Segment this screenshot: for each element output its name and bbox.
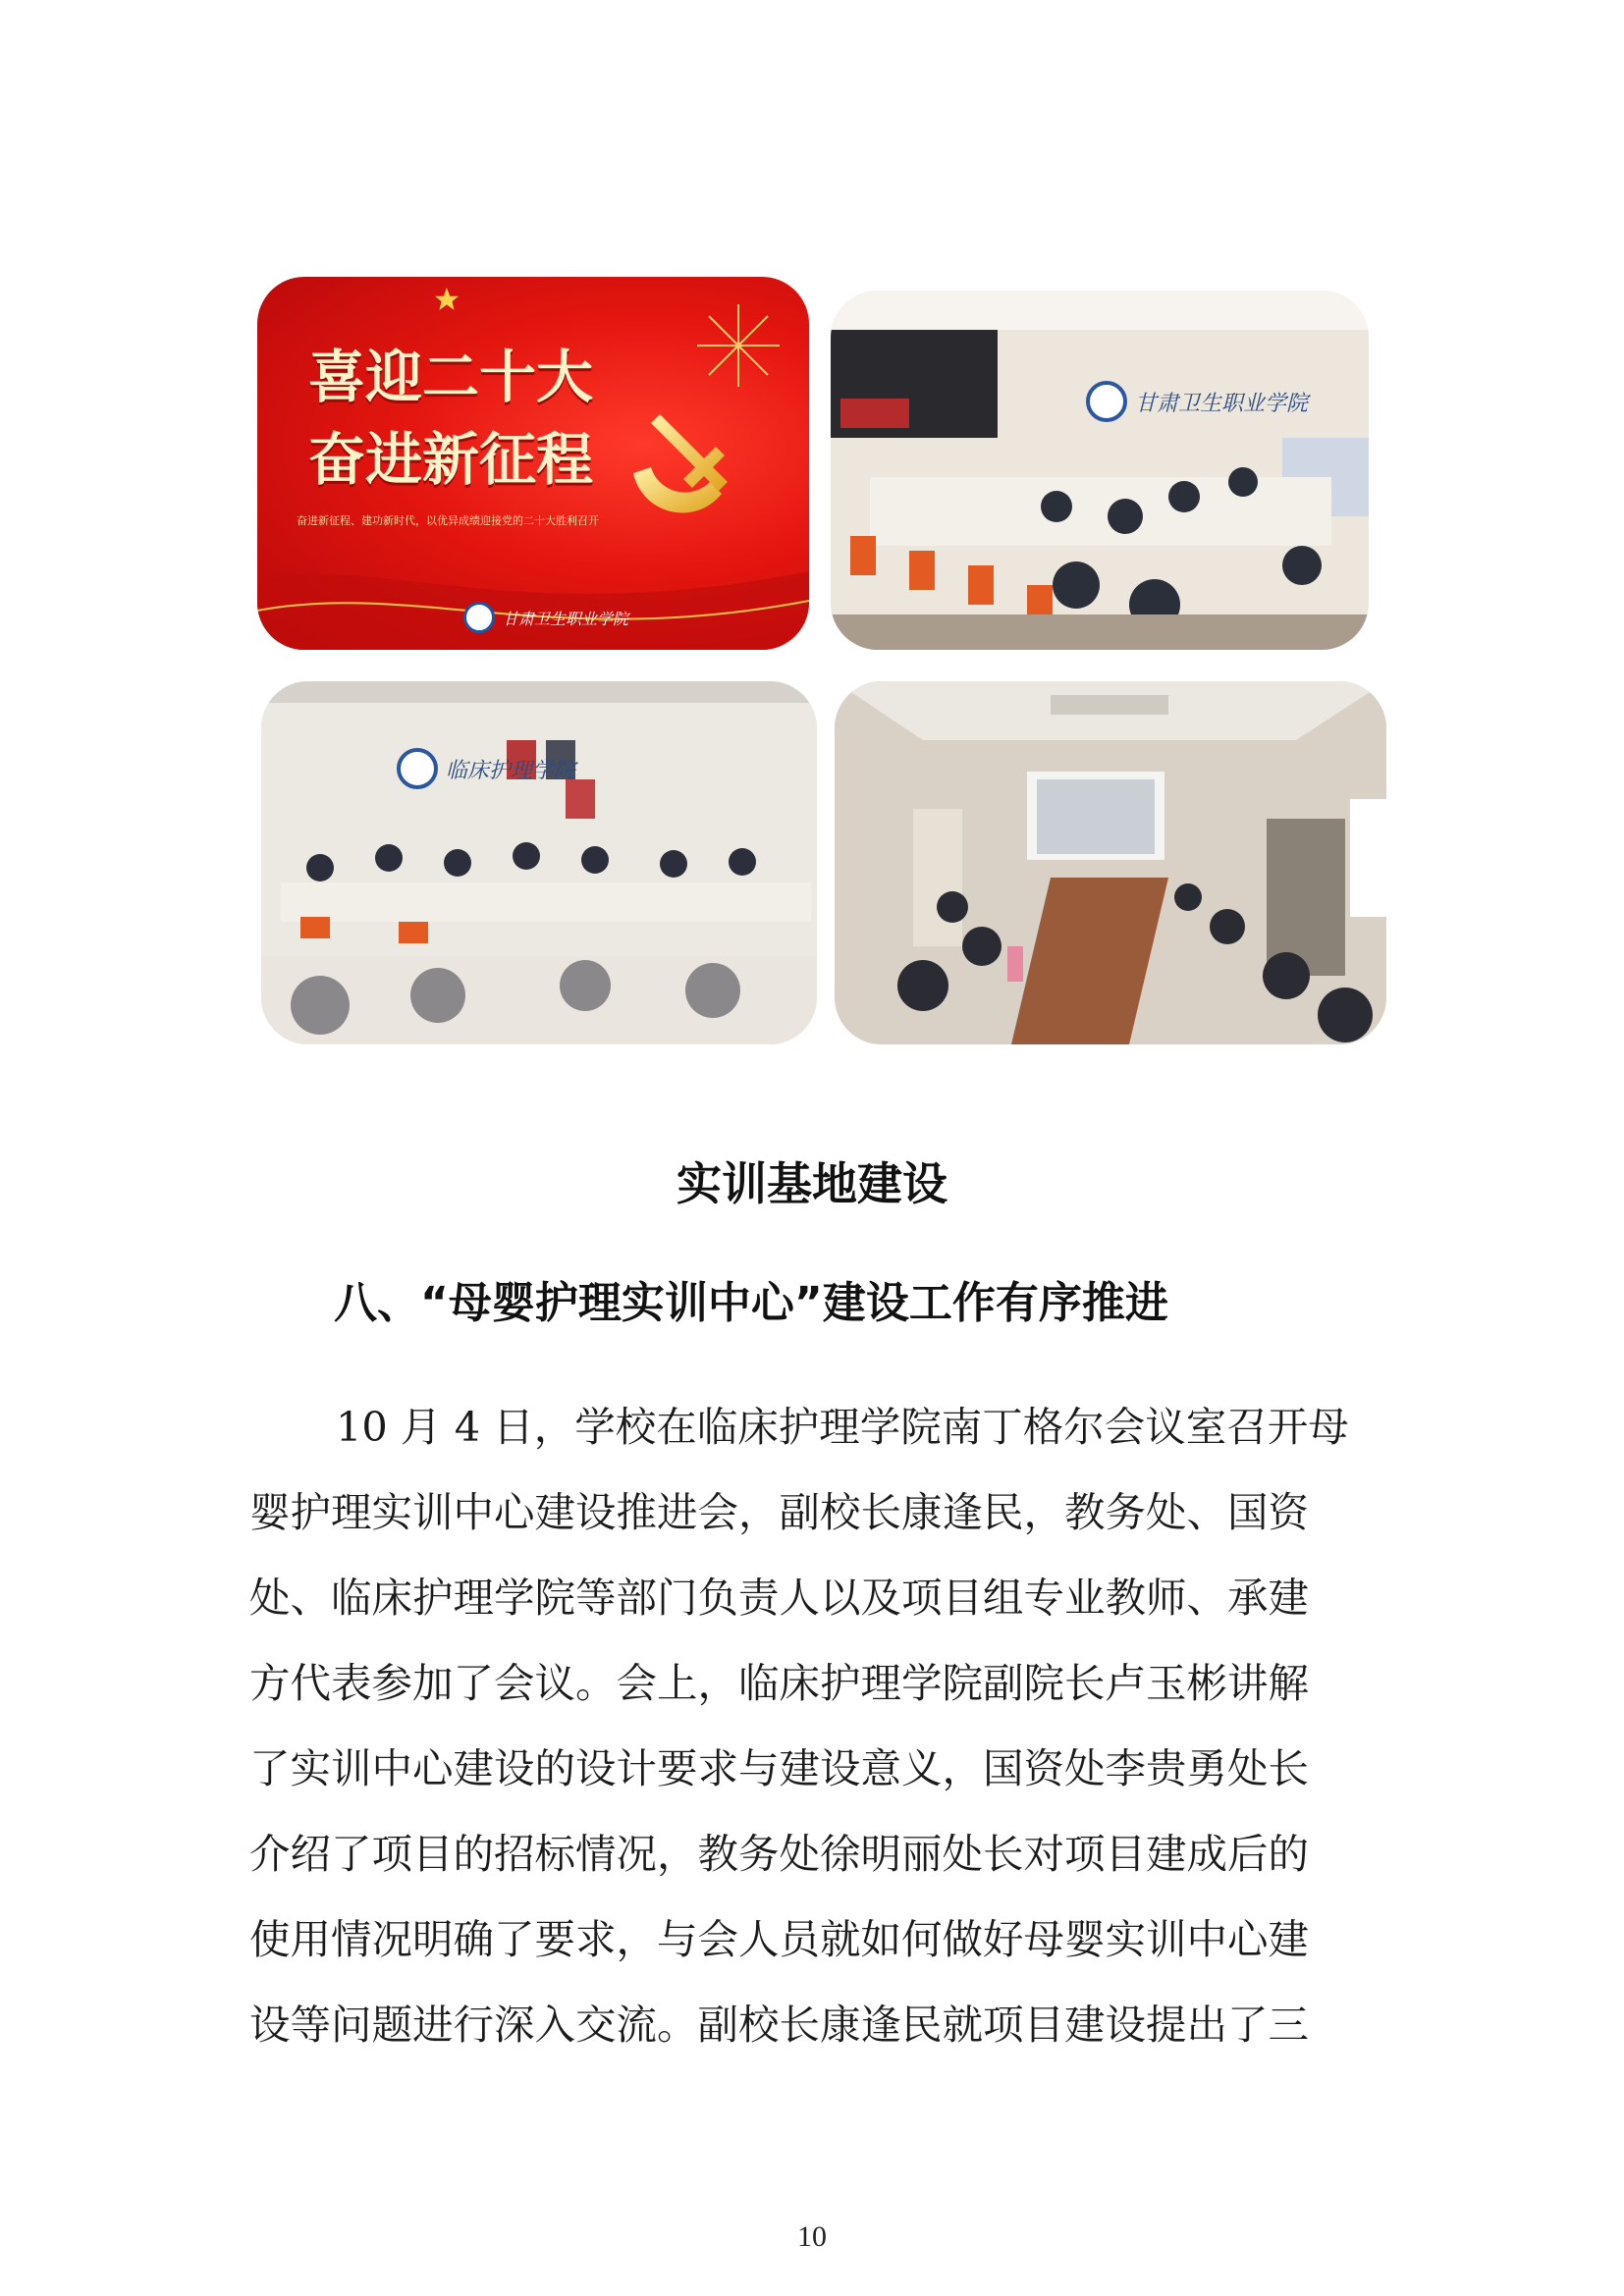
banner-school-logo xyxy=(463,603,628,632)
page-number: 10 xyxy=(797,2220,827,2253)
meeting-photo-video-conference xyxy=(831,291,1369,650)
body-line: 婴护理实训中心建设推进会，副校长康逢民，教务处、国资 xyxy=(249,1488,1310,1536)
school-emblem-icon xyxy=(397,748,438,789)
body-line: 设等问题进行深入交流。副校长康逢民就项目建设提出了三 xyxy=(249,2001,1310,2049)
school-emblem-icon xyxy=(463,602,495,633)
section-heading: 实训基地建设 xyxy=(677,1157,947,1210)
meeting-photo-projection-room xyxy=(835,681,1386,1044)
banner-slogan: 奋进新征程、建功新时代，以优异成绩迎接党的二十大胜利召开 xyxy=(297,514,599,527)
meeting-photo-conference-room xyxy=(261,681,817,1044)
banner-wave-decoration xyxy=(257,542,809,650)
banner-school-name: 甘肃卫生职业学院 xyxy=(503,609,629,628)
body-line: 介绍了项目的招标情况，教务处徐明丽处长对项目建成后的 xyxy=(249,1830,1310,1878)
celebration-banner-image xyxy=(257,277,809,650)
body-line: 了实训中心建设的设计要求与建设意义，国资处李贵勇处长 xyxy=(249,1744,1310,1792)
banner-title-line2: 奋进新征程 xyxy=(308,426,594,493)
body-line: 使用情况明确了要求，与会人员就如何做好母婴实训中心建 xyxy=(249,1915,1310,1963)
wall-school-logo xyxy=(1086,381,1308,422)
wall-college-name: 临床护理学院 xyxy=(446,758,576,783)
body-line: 方代表参加了会议。会上，临床护理学院副院长卢玉彬讲解 xyxy=(249,1659,1310,1707)
article-body xyxy=(249,1384,1388,2067)
banner-title-line1: 喜迎二十大 xyxy=(308,344,594,410)
star-icon xyxy=(434,287,460,312)
wall-school-name: 甘肃卫生职业学院 xyxy=(1135,391,1309,416)
body-line: 10 月 4 日，学校在临床护理学院南丁格尔会议室召开母 xyxy=(336,1403,1349,1451)
banner-title xyxy=(308,336,593,501)
article-sub-heading: 八、“母婴护理实训中心”建设工作有序推进 xyxy=(334,1278,1168,1328)
wall-college-logo xyxy=(397,748,575,789)
school-emblem-icon xyxy=(1086,381,1127,422)
firework-decoration xyxy=(689,296,787,395)
body-line: 处、临床护理学院等部门负责人以及项目组专业教师、承建 xyxy=(249,1574,1310,1622)
party-emblem-icon xyxy=(601,385,748,532)
